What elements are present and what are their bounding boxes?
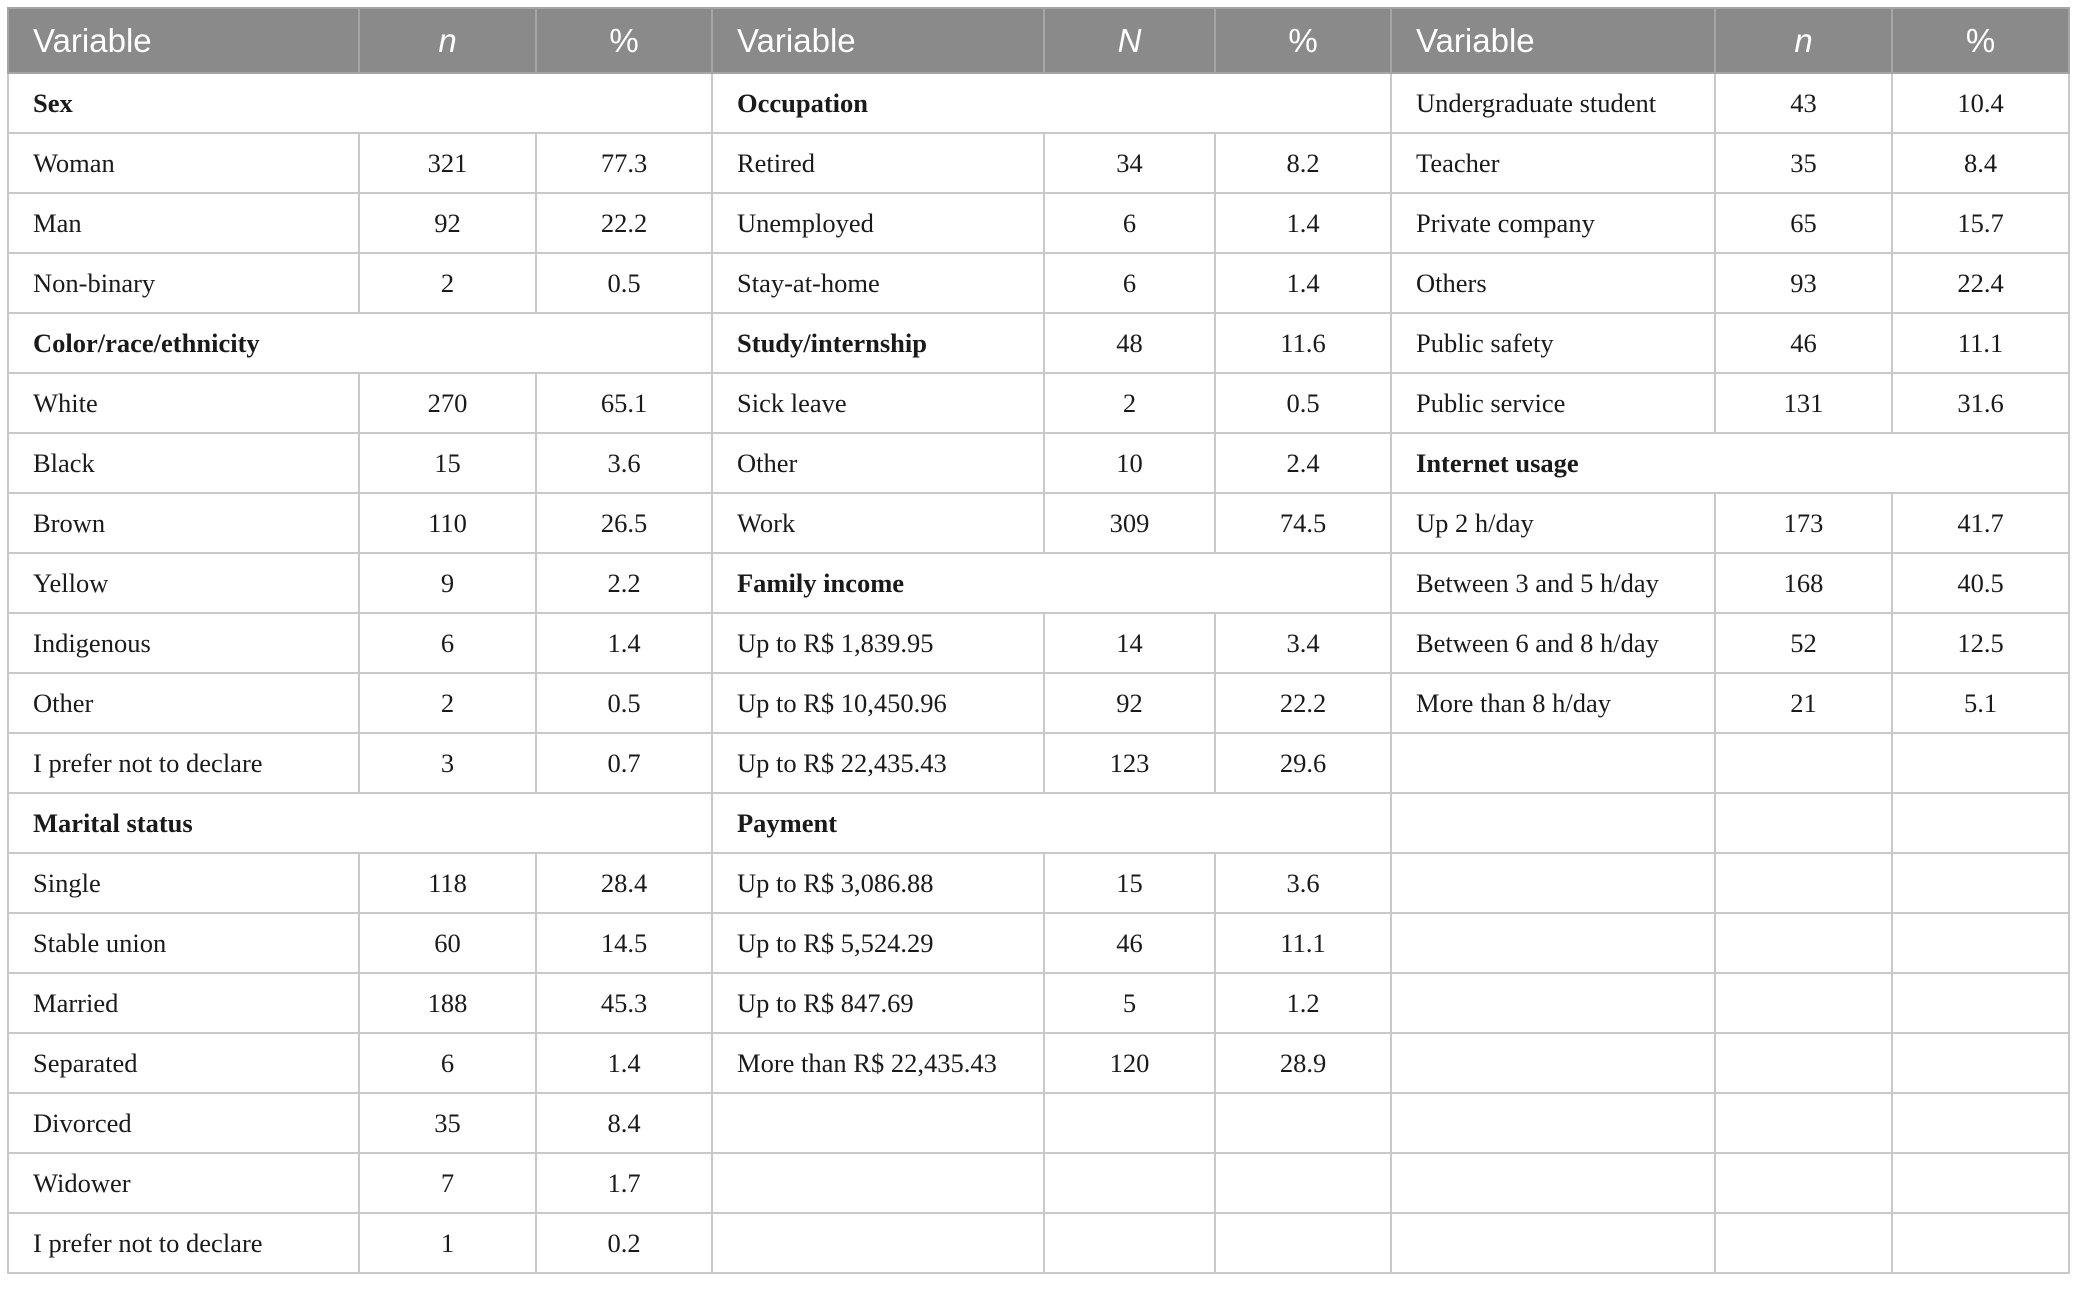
percent-cell: 29.6 [1215, 733, 1391, 793]
table-row [8, 613, 2069, 673]
percent-cell: 22.4 [1892, 253, 2069, 313]
count-cell [1044, 1093, 1215, 1153]
header-n-1: n [359, 8, 536, 73]
header-n-3: n [1715, 8, 1892, 73]
variable-cell [1391, 853, 1715, 913]
variable-cell: Woman [8, 133, 359, 193]
percent-cell [1892, 1213, 2069, 1273]
variable-cell: Between 6 and 8 h/day [1391, 613, 1715, 673]
table-row [8, 373, 2069, 433]
variable-cell: Teacher [1391, 133, 1715, 193]
percent-cell: 14.5 [536, 913, 712, 973]
count-cell: 2 [359, 673, 536, 733]
percent-cell: 41.7 [1892, 493, 2069, 553]
variable-cell: More than 8 h/day [1391, 673, 1715, 733]
count-cell [1715, 1093, 1892, 1153]
variable-cell: Up to R$ 10,450.96 [712, 673, 1044, 733]
percent-cell: 0.2 [536, 1213, 712, 1273]
variable-cell: I prefer not to declare [8, 733, 359, 793]
count-cell [1715, 733, 1892, 793]
variable-cell: Between 3 and 5 h/day [1391, 553, 1715, 613]
count-cell: 48 [1044, 313, 1215, 373]
variable-cell: Married [8, 973, 359, 1033]
table-row [8, 253, 2069, 313]
variable-cell [1391, 913, 1715, 973]
count-cell [1715, 793, 1892, 853]
section-heading: Marital status [8, 793, 712, 853]
percent-cell [1892, 913, 2069, 973]
count-cell [1715, 1213, 1892, 1273]
percent-cell: 0.5 [536, 253, 712, 313]
count-cell: 14 [1044, 613, 1215, 673]
count-cell [1715, 1153, 1892, 1213]
count-cell [1044, 1153, 1215, 1213]
count-cell: 1 [359, 1213, 536, 1273]
count-cell: 168 [1715, 553, 1892, 613]
variable-cell: Indigenous [8, 613, 359, 673]
percent-cell [1892, 733, 2069, 793]
variable-cell: Non-binary [8, 253, 359, 313]
count-cell: 120 [1044, 1033, 1215, 1093]
percent-cell: 1.4 [1215, 193, 1391, 253]
variable-cell: Brown [8, 493, 359, 553]
variable-cell: Public service [1391, 373, 1715, 433]
variable-cell [1391, 793, 1715, 853]
percent-cell [1215, 1153, 1391, 1213]
percent-cell: 31.6 [1892, 373, 2069, 433]
variable-cell: Stable union [8, 913, 359, 973]
percent-cell: 22.2 [536, 193, 712, 253]
variable-cell [1391, 1093, 1715, 1153]
section-heading: Color/race/ethnicity [8, 313, 712, 373]
variable-cell: Divorced [8, 1093, 359, 1153]
header-variable-3: Variable [1391, 8, 1715, 73]
count-cell: 6 [1044, 253, 1215, 313]
count-cell [1715, 1033, 1892, 1093]
header-variable-2: Variable [712, 8, 1044, 73]
variable-cell [712, 1153, 1044, 1213]
variable-cell: More than R$ 22,435.43 [712, 1033, 1044, 1093]
percent-cell: 11.1 [1892, 313, 2069, 373]
percent-cell [1215, 1213, 1391, 1273]
table-row [8, 853, 2069, 913]
variable-cell: Other [712, 433, 1044, 493]
section-heading: Sex [8, 73, 712, 133]
count-cell: 5 [1044, 973, 1215, 1033]
percent-cell: 65.1 [536, 373, 712, 433]
variable-cell: Separated [8, 1033, 359, 1093]
count-cell: 60 [359, 913, 536, 973]
variable-cell: Single [8, 853, 359, 913]
count-cell: 6 [359, 613, 536, 673]
percent-cell: 3.4 [1215, 613, 1391, 673]
variable-cell: Up to R$ 22,435.43 [712, 733, 1044, 793]
percent-cell: 26.5 [536, 493, 712, 553]
percent-cell: 3.6 [536, 433, 712, 493]
variable-cell: Others [1391, 253, 1715, 313]
count-cell: 6 [1044, 193, 1215, 253]
count-cell [1715, 853, 1892, 913]
percent-cell: 77.3 [536, 133, 712, 193]
count-cell: 9 [359, 553, 536, 613]
percent-cell [1892, 1093, 2069, 1153]
table-row [8, 1213, 2069, 1273]
section-heading: Payment [712, 793, 1391, 853]
percent-cell: 11.6 [1215, 313, 1391, 373]
percent-cell: 1.4 [536, 613, 712, 673]
count-cell: 65 [1715, 193, 1892, 253]
percent-cell: 15.7 [1892, 193, 2069, 253]
variable-cell: Black [8, 433, 359, 493]
percent-cell [1215, 1093, 1391, 1153]
count-cell: 188 [359, 973, 536, 1033]
variable-cell [712, 1093, 1044, 1153]
table-body [8, 73, 2069, 1273]
percent-cell: 0.7 [536, 733, 712, 793]
percent-cell [1892, 1153, 2069, 1213]
count-cell: 10 [1044, 433, 1215, 493]
percent-cell: 40.5 [1892, 553, 2069, 613]
percent-cell [1892, 1033, 2069, 1093]
header-variable-1: Variable [8, 8, 359, 73]
percent-cell: 11.1 [1215, 913, 1391, 973]
table-row [8, 673, 2069, 733]
count-cell: 92 [1044, 673, 1215, 733]
count-cell: 3 [359, 733, 536, 793]
table-row [8, 733, 2069, 793]
count-cell: 15 [1044, 853, 1215, 913]
table-row [8, 1033, 2069, 1093]
count-cell: 270 [359, 373, 536, 433]
header-percent-3: % [1892, 8, 2069, 73]
variable-cell: Undergraduate student [1391, 73, 1715, 133]
variable-cell: Study/internship [712, 313, 1044, 373]
count-cell: 46 [1044, 913, 1215, 973]
count-cell: 93 [1715, 253, 1892, 313]
variable-cell: Up to R$ 5,524.29 [712, 913, 1044, 973]
count-cell: 46 [1715, 313, 1892, 373]
header-percent-2: % [1215, 8, 1391, 73]
count-cell: 173 [1715, 493, 1892, 553]
count-cell: 6 [359, 1033, 536, 1093]
table-row [8, 553, 2069, 613]
count-cell: 92 [359, 193, 536, 253]
variable-cell [1391, 733, 1715, 793]
variable-cell: I prefer not to declare [8, 1213, 359, 1273]
percent-cell: 12.5 [1892, 613, 2069, 673]
percent-cell: 2.4 [1215, 433, 1391, 493]
header-percent-1: % [536, 8, 712, 73]
variable-cell: Other [8, 673, 359, 733]
count-cell: 321 [359, 133, 536, 193]
percent-cell: 8.4 [536, 1093, 712, 1153]
percent-cell: 3.6 [1215, 853, 1391, 913]
variable-cell [1391, 1033, 1715, 1093]
variable-cell: Up to R$ 847.69 [712, 973, 1044, 1033]
variable-cell [1391, 1153, 1715, 1213]
count-cell: 15 [359, 433, 536, 493]
percent-cell [1892, 793, 2069, 853]
count-cell: 21 [1715, 673, 1892, 733]
count-cell: 2 [359, 253, 536, 313]
variable-cell: Private company [1391, 193, 1715, 253]
variable-cell: Yellow [8, 553, 359, 613]
table-row [8, 313, 2069, 373]
percent-cell [1892, 853, 2069, 913]
count-cell: 52 [1715, 613, 1892, 673]
header-n-2: N [1044, 8, 1215, 73]
section-heading: Internet usage [1391, 433, 2069, 493]
count-cell: 110 [359, 493, 536, 553]
percent-cell: 10.4 [1892, 73, 2069, 133]
percent-cell: 45.3 [536, 973, 712, 1033]
variable-cell: Up 2 h/day [1391, 493, 1715, 553]
header-row [8, 8, 2069, 73]
percent-cell [1892, 973, 2069, 1033]
variable-cell: Up to R$ 1,839.95 [712, 613, 1044, 673]
percent-cell: 28.9 [1215, 1033, 1391, 1093]
table-row [8, 793, 2069, 853]
table-row [8, 913, 2069, 973]
percent-cell: 2.2 [536, 553, 712, 613]
demographics-table [7, 7, 2070, 1274]
count-cell [1715, 973, 1892, 1033]
percent-cell: 28.4 [536, 853, 712, 913]
variable-cell [1391, 973, 1715, 1033]
section-heading: Occupation [712, 73, 1391, 133]
percent-cell: 8.2 [1215, 133, 1391, 193]
count-cell: 35 [359, 1093, 536, 1153]
table-row [8, 1093, 2069, 1153]
count-cell: 7 [359, 1153, 536, 1213]
table-row [8, 193, 2069, 253]
variable-cell [1391, 1213, 1715, 1273]
count-cell: 35 [1715, 133, 1892, 193]
percent-cell: 1.2 [1215, 973, 1391, 1033]
variable-cell: Up to R$ 3,086.88 [712, 853, 1044, 913]
variable-cell: Unemployed [712, 193, 1044, 253]
count-cell [1715, 913, 1892, 973]
variable-cell: Retired [712, 133, 1044, 193]
variable-cell: Widower [8, 1153, 359, 1213]
count-cell: 309 [1044, 493, 1215, 553]
percent-cell: 0.5 [1215, 373, 1391, 433]
percent-cell: 1.7 [536, 1153, 712, 1213]
count-cell: 34 [1044, 133, 1215, 193]
table-row [8, 1153, 2069, 1213]
variable-cell: Sick leave [712, 373, 1044, 433]
variable-cell: Man [8, 193, 359, 253]
variable-cell [712, 1213, 1044, 1273]
section-heading: Family income [712, 553, 1391, 613]
count-cell: 123 [1044, 733, 1215, 793]
variable-cell: Public safety [1391, 313, 1715, 373]
percent-cell: 5.1 [1892, 673, 2069, 733]
variable-cell: Stay-at-home [712, 253, 1044, 313]
count-cell: 2 [1044, 373, 1215, 433]
percent-cell: 0.5 [536, 673, 712, 733]
count-cell: 43 [1715, 73, 1892, 133]
table-row [8, 73, 2069, 133]
table-row [8, 433, 2069, 493]
table-row [8, 973, 2069, 1033]
percent-cell: 1.4 [1215, 253, 1391, 313]
count-cell: 131 [1715, 373, 1892, 433]
percent-cell: 8.4 [1892, 133, 2069, 193]
percent-cell: 74.5 [1215, 493, 1391, 553]
count-cell [1044, 1213, 1215, 1273]
variable-cell: Work [712, 493, 1044, 553]
table-row [8, 493, 2069, 553]
table-row [8, 133, 2069, 193]
percent-cell: 22.2 [1215, 673, 1391, 733]
percent-cell: 1.4 [536, 1033, 712, 1093]
count-cell: 118 [359, 853, 536, 913]
variable-cell: White [8, 373, 359, 433]
